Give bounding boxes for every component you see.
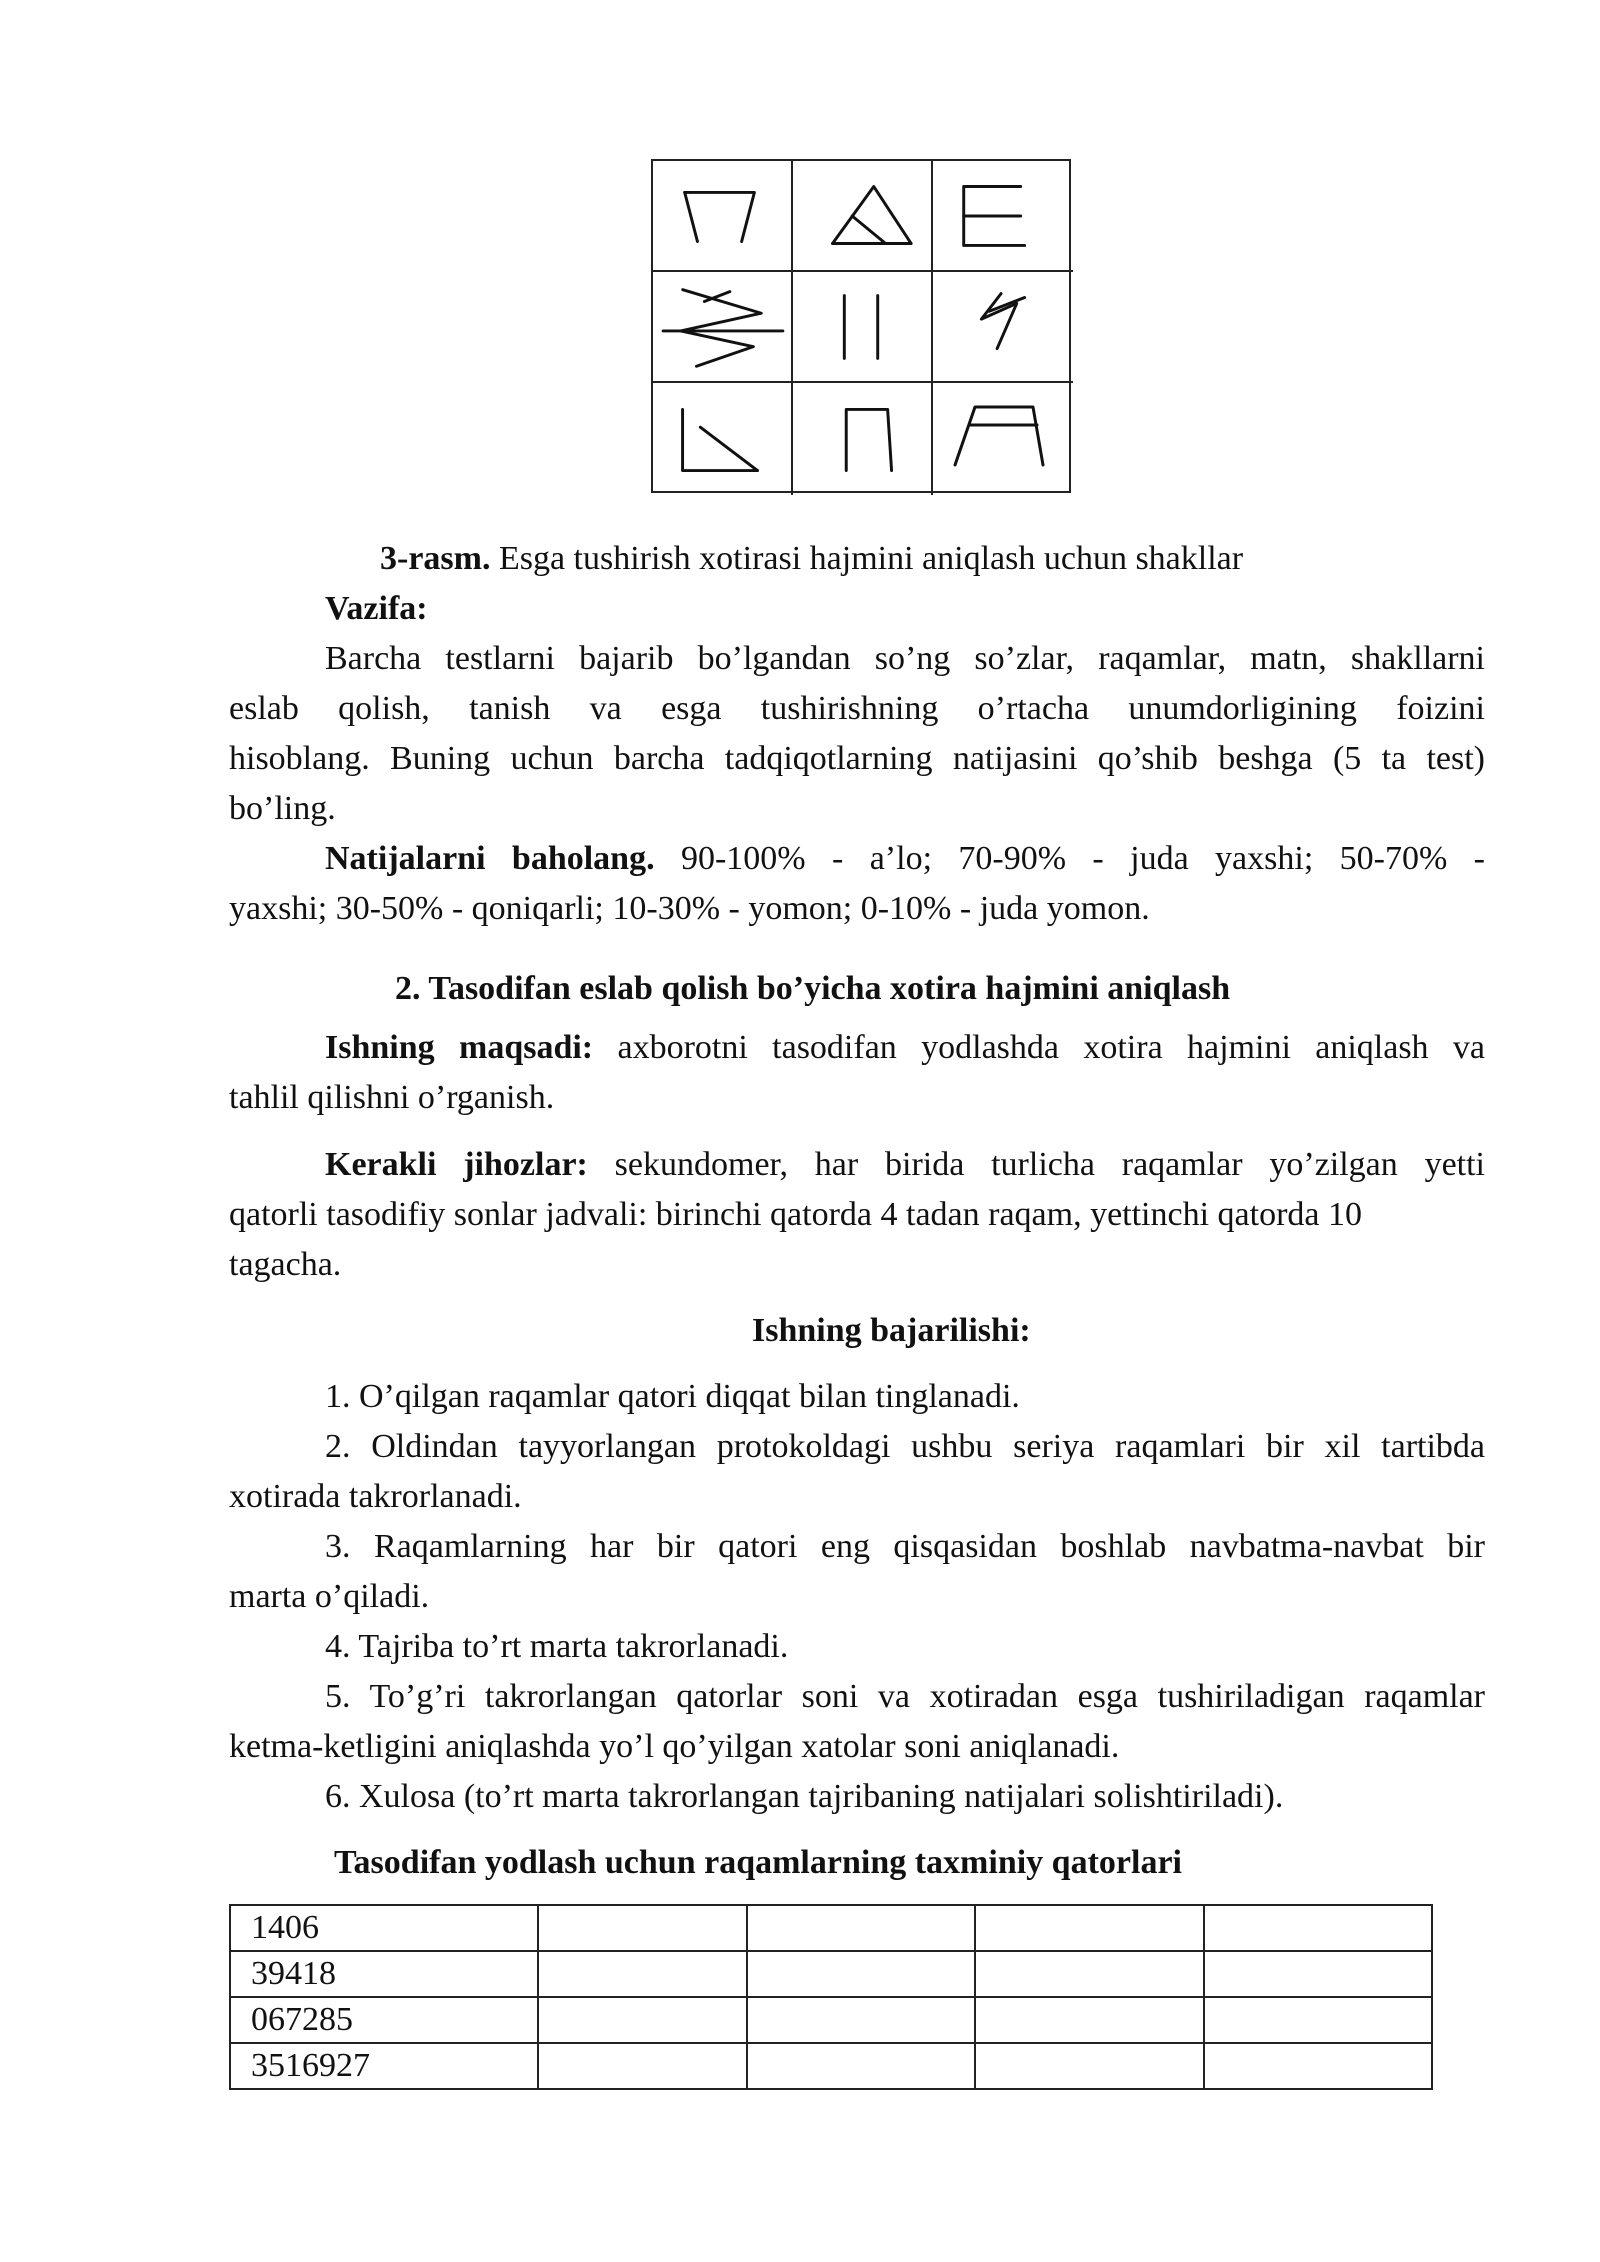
jihoz-line xyxy=(325,1140,1485,1190)
step-line: ketma-ketligini aniqlashda yo’l qo’yilgan xatolar soni aniqlanadi. xyxy=(229,1728,1120,1765)
vazifa-line: Barcha testlarni bajarib bo’lgandan so’ng so’zlar, raqamlar, matn, shakllarni xyxy=(325,640,1485,677)
maqsad-line: tahlil qilishni o’rganish. xyxy=(229,1079,555,1116)
triangle-arrow-shape-icon xyxy=(793,161,931,270)
caption-text: Esga tushirish xotirasi hajmini aniqlash uchun shakllar xyxy=(498,540,1244,577)
figure-cell xyxy=(933,161,1073,272)
shapes-figure xyxy=(651,159,1071,493)
table-cell xyxy=(1204,1905,1432,1951)
figure-cell xyxy=(793,161,933,272)
figure-cell xyxy=(653,272,793,383)
figure-cell xyxy=(653,383,793,495)
step-line: 6. Xulosa (to’rt marta takrorlangan tajribaning natijalari solishtiriladi). xyxy=(325,1778,1284,1815)
vazifa-heading: Vazifa: xyxy=(325,590,428,627)
table-cell xyxy=(538,2043,748,2089)
a-frame-shape-icon xyxy=(933,383,1073,495)
vazifa-line: bo’ling. xyxy=(229,790,336,827)
table-cell xyxy=(538,1905,748,1951)
step-line: 2. Oldindan tayyorlangan protokoldagi ushbu seriya raqamlari bir xil tartibda xyxy=(325,1428,1485,1465)
step-line: 1. O’qilgan raqamlar qatori diqqat bilan tinglanadi. xyxy=(325,1378,1020,1415)
table-row xyxy=(230,1997,1432,2043)
table-cell xyxy=(747,2043,975,2089)
maqsad-label: Ishning maqsadi: xyxy=(325,1029,594,1066)
table-cell xyxy=(747,1997,975,2043)
lightning-shape-icon xyxy=(933,272,1073,381)
table-cell xyxy=(975,1951,1205,1997)
figure-caption xyxy=(380,534,1243,584)
table-title: Tasodifan yodlash uchun raqamlarning taxminiy qatorlari xyxy=(334,1844,1182,1881)
vazifa-line: eslab qolish, tanish va esga tushirishning o’rtacha unumdorligining foizini xyxy=(229,690,1485,727)
step-line: 3. Raqamlarning har bir qatori eng qisqasidan boshlab navbatma-navbat bir xyxy=(325,1528,1485,1565)
table-cell: 1406 xyxy=(230,1905,538,1951)
jihoz-line: tagacha. xyxy=(229,1246,342,1283)
arch-shape-icon xyxy=(793,383,931,495)
table-row xyxy=(230,1905,1432,1951)
natija-label: Natijalarni baholang. xyxy=(325,840,655,877)
figure-cell xyxy=(793,272,933,383)
table-cell xyxy=(975,1905,1205,1951)
figure-cell xyxy=(653,161,793,272)
maqsad-text: axborotni tasodifan yodlashda xotira hajmini aniqlash va xyxy=(617,1029,1486,1066)
table-cell xyxy=(975,2043,1205,2089)
natija-line: yaxshi; 30-50% - qoniqarli; 10-30% - yomon; 0-10% - juda yomon. xyxy=(229,890,1150,927)
table-cell xyxy=(1204,1951,1432,1997)
table-cell xyxy=(747,1951,975,1997)
number-rows-table xyxy=(229,1904,1433,2090)
figure-cell xyxy=(793,383,933,495)
corner-shape-icon xyxy=(653,383,791,495)
table-cell xyxy=(538,1997,748,2043)
natija-line xyxy=(325,834,1485,884)
table-cell xyxy=(747,1905,975,1951)
section-title: 2. Tasodifan eslab qolish bo’yicha xotira hajmini aniqlash xyxy=(395,970,1231,1007)
table-cell xyxy=(1204,2043,1432,2089)
bajarilish-heading: Ishning bajarilishi: xyxy=(752,1312,1031,1349)
table-cell xyxy=(538,1951,748,1997)
natija-text: 90-100% - a’lo; 70-90% - juda yaxshi; 50-70% - xyxy=(680,840,1485,877)
jihoz-text: sekundomer, har birida turlicha raqamlar yo’zilgan yetti xyxy=(614,1146,1485,1183)
table-cell: 067285 xyxy=(230,1997,538,2043)
step-line: 5. To’g’ri takrorlangan qatorlar soni va xotiradan esga tushiriladigan raqamlar xyxy=(325,1678,1485,1715)
caption-label: 3-rasm. xyxy=(380,540,491,577)
figure-cell xyxy=(933,383,1073,495)
table-cell: 39418 xyxy=(230,1951,538,1997)
zigzag-shape-icon xyxy=(653,272,791,381)
maqsad-line xyxy=(325,1023,1485,1073)
table-cell xyxy=(975,1997,1205,2043)
table-cell: 3516927 xyxy=(230,2043,538,2089)
double-bar-shape-icon xyxy=(793,272,931,381)
jihoz-line: qatorli tasodifiy sonlar jadvali: birinchi qatorda 4 tadan raqam, yettinchi qatorda 10 xyxy=(229,1196,1362,1233)
table-row xyxy=(230,2043,1432,2089)
table-row xyxy=(230,1951,1432,1997)
jihoz-label: Kerakli jihozlar: xyxy=(325,1146,588,1183)
trapezoid-shape-icon xyxy=(653,161,791,270)
vazifa-line: hisoblang. Buning uchun barcha tadqiqotlarning natijasini qo’shib beshga (5 ta test) xyxy=(229,740,1485,777)
e-bracket-shape-icon xyxy=(933,161,1073,270)
step-line: 4. Tajriba to’rt marta takrorlanadi. xyxy=(325,1628,789,1665)
figure-cell xyxy=(933,272,1073,383)
step-line: marta o’qiladi. xyxy=(229,1578,430,1615)
table-cell xyxy=(1204,1997,1432,2043)
step-line: xotirada takrorlanadi. xyxy=(229,1478,522,1515)
